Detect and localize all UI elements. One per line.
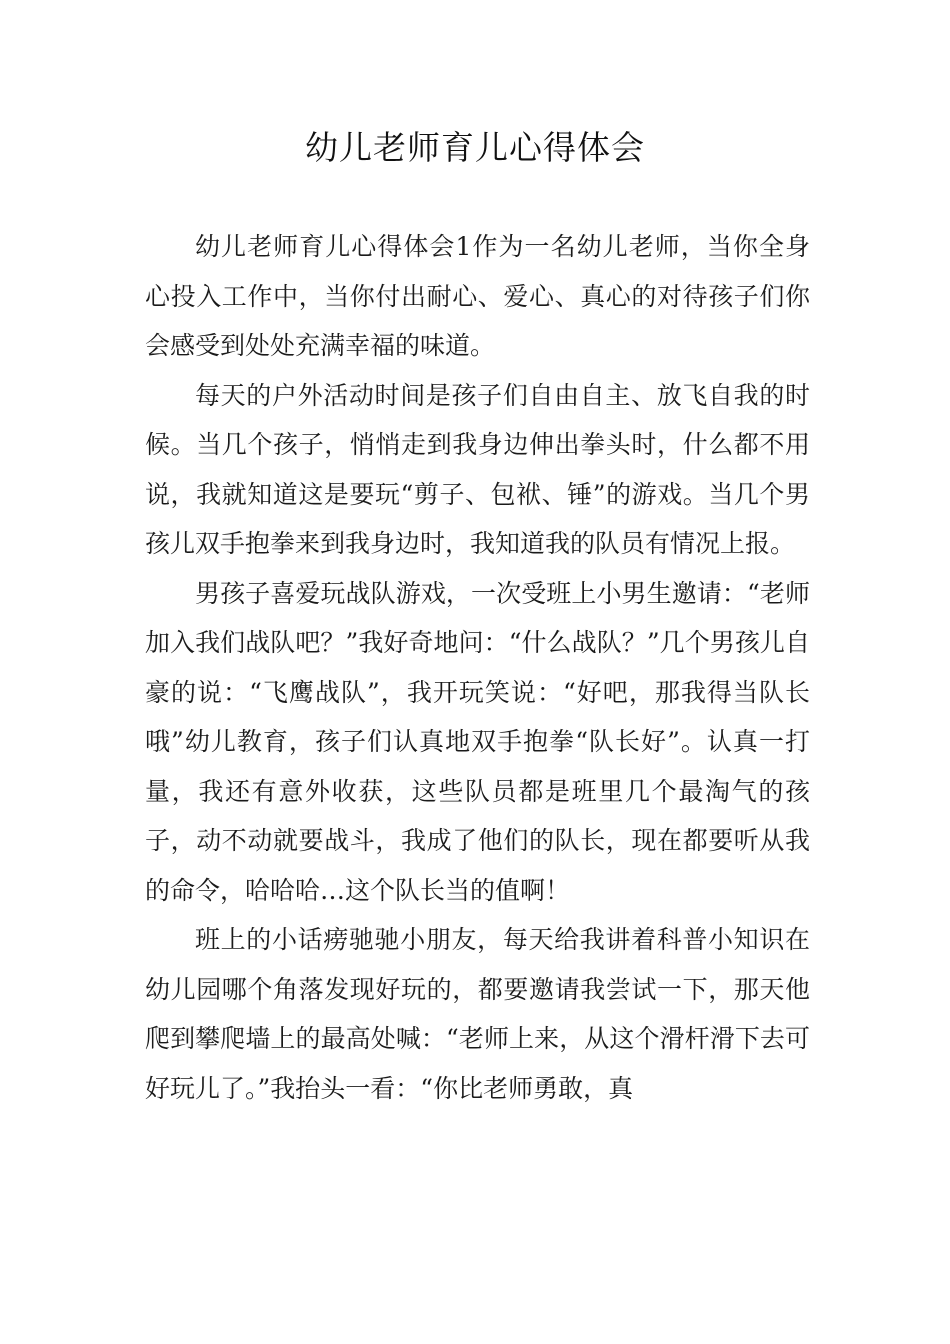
document-title: 幼儿老师育儿心得体会 xyxy=(305,128,645,167)
paragraph-1: 幼儿老师育儿心得体会1作为一名幼儿老师，当你全身心投入工作中，当你付出耐心、爱心、真心的对待孩子们你会感受到处处充满幸福的味道。 xyxy=(145,232,810,360)
paragraph-2: 每天的户外活动时间是孩子们自由自主、放飞自我的时候。当几个孩子，悄悄走到我身边伸出拳头时，什么都不用说，我就知道这是要玩“剪子、包袱、锤”的游戏。当几个男孩儿双手抱拳来到我身边时，我知道我的队员有情况上报。 xyxy=(145,380,810,558)
document-body xyxy=(145,222,810,1113)
paragraph-4: 班上的小话痨驰驰小朋友，每天给我讲着科普小知识在幼儿园哪个角落发现好玩的，都要邀请我尝试一下，那天他爬到攀爬墙上的最高处喊：“老师上来，从这个滑杆滑下去可好玩儿了。”我抬头一看：“你比老师勇敢，真 xyxy=(145,925,810,1103)
paragraph-3: 男孩子喜爱玩战队游戏，一次受班上小男生邀请：“老师加入我们战队吧？”我好奇地问：“什么战队？”几个男孩儿自豪的说：“飞鹰战队”，我开玩笑说：“好吧，那我得当队长哦”幼儿教育，孩子们认真地双手抱拳“队长好”。认真一打量，我还有意外收获，这些队员都是班里几个最淘气的孩子，动不动就要战斗，我成了他们的队长，现在都要听从我的命令，哈哈哈…这个队长当的值啊！ xyxy=(145,578,810,905)
